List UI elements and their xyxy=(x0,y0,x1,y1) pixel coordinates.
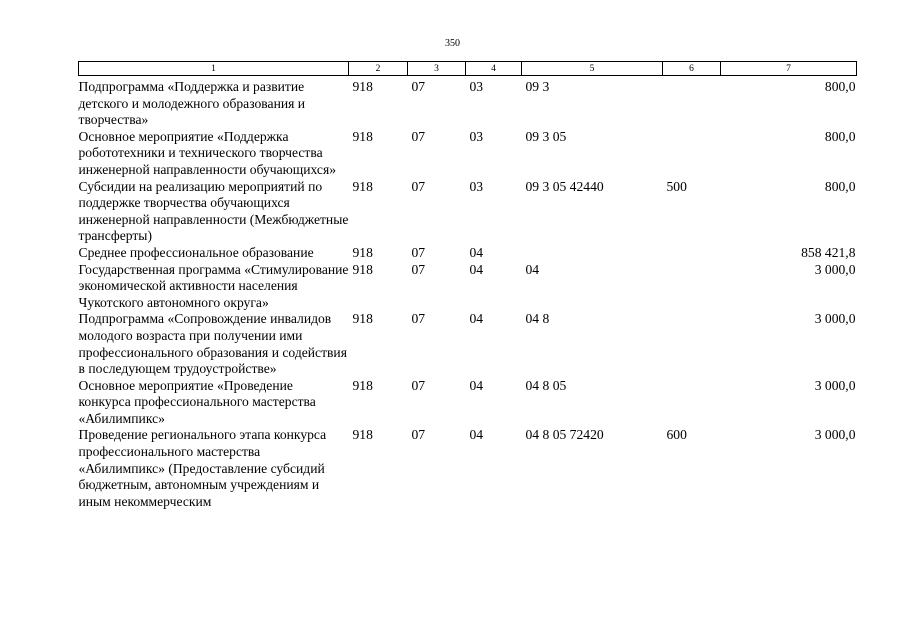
column-header: 7 xyxy=(721,62,857,76)
row-amount: 800,0 xyxy=(824,128,856,144)
column-header: 4 xyxy=(466,62,522,76)
row-code-ministry: 918 xyxy=(352,377,373,393)
row-name: Основное мероприятие «Проведение конкурса профессионального мастерства «Абилимпикс» xyxy=(78,377,316,426)
row-name: Субсидии на реализацию мероприятий по поддержке творчества обучающихся инженерной направленности (Межбюджетные трансферты) xyxy=(78,178,349,244)
row-code-target: 04 8 xyxy=(525,311,550,327)
row-code-subsection: 04 xyxy=(469,377,484,393)
row-name: Основное мероприятие «Поддержка робототехники и технического творчества инженерной направленности обучающихся» xyxy=(78,128,337,177)
row-code-expense-type xyxy=(663,378,721,428)
row-amount: 3 000,0 xyxy=(814,427,856,443)
row-code-target: 04 8 05 72420 xyxy=(525,427,604,443)
row-code-target xyxy=(522,245,663,262)
column-header: 1 xyxy=(79,62,349,76)
row-code-expense-type: 600 xyxy=(666,427,687,443)
row-code-section: 07 xyxy=(411,377,426,393)
row-code-target: 04 8 05 xyxy=(525,377,567,393)
row-amount: 800,0 xyxy=(824,178,856,194)
row-name: Проведение регионального этапа конкурса профессионального мастерства «Абилимпикс» (Предоставление субсидий бюджетным, автономным учреждениям и иным некоммерческим xyxy=(78,427,327,509)
row-code-ministry: 918 xyxy=(352,128,373,144)
row-code-section: 07 xyxy=(411,79,426,94)
row-code-subsection: 03 xyxy=(469,128,484,144)
row-amount: 800,0 xyxy=(824,79,856,94)
column-header: 6 xyxy=(663,62,721,76)
row-code-target: 04 xyxy=(525,261,540,277)
row-amount: 3 000,0 xyxy=(814,261,856,277)
row-code-expense-type xyxy=(663,245,721,262)
row-name: Государственная программа «Стимулирование экономической активности населения Чукотского автономного округа» xyxy=(78,261,349,310)
row-name: Подпрограмма «Сопровождение инвалидов молодого возраста при получении ими профессионального образования и содействия в последующем трудоустройстве» xyxy=(78,311,347,377)
row-code-subsection: 04 xyxy=(469,427,484,443)
row-code-ministry: 918 xyxy=(352,261,373,277)
table-row xyxy=(79,262,857,312)
row-code-subsection: 03 xyxy=(469,178,484,194)
table-row xyxy=(79,245,857,262)
column-header: 3 xyxy=(408,62,466,76)
column-header: 5 xyxy=(522,62,663,76)
row-code-ministry: 918 xyxy=(352,427,373,443)
row-code-ministry: 918 xyxy=(352,244,373,260)
row-code-expense-type xyxy=(663,262,721,312)
table-row xyxy=(79,378,857,428)
column-header: 2 xyxy=(349,62,408,76)
row-code-target: 09 3 xyxy=(525,79,550,94)
table-row xyxy=(79,311,857,377)
row-code-subsection: 03 xyxy=(469,79,484,94)
table-row xyxy=(79,179,857,245)
row-code-subsection: 04 xyxy=(469,261,484,277)
row-code-section: 07 xyxy=(411,244,426,260)
row-code-section: 07 xyxy=(411,311,426,327)
row-name: Среднее профессиональное образование xyxy=(78,244,314,260)
row-amount: 858 421,8 xyxy=(801,244,856,260)
budget-table xyxy=(78,61,857,510)
page-number: 350 xyxy=(445,38,460,49)
row-code-section: 07 xyxy=(411,128,426,144)
row-name: Подпрограмма «Поддержка и развитие детского и молодежного образования и творчества» xyxy=(78,79,306,128)
table-row xyxy=(79,76,857,129)
row-amount: 3 000,0 xyxy=(814,311,856,327)
table-row xyxy=(79,129,857,179)
row-code-expense-type: 500 xyxy=(666,178,687,194)
row-code-target: 09 3 05 42440 xyxy=(525,178,604,194)
row-code-expense-type xyxy=(663,311,721,377)
row-code-section: 07 xyxy=(411,427,426,443)
header-row xyxy=(79,62,857,76)
row-code-ministry: 918 xyxy=(352,311,373,327)
row-code-subsection: 04 xyxy=(469,311,484,327)
table-row xyxy=(79,427,857,510)
row-code-target: 09 3 05 xyxy=(525,128,567,144)
row-code-ministry: 918 xyxy=(352,79,373,94)
row-code-section: 07 xyxy=(411,261,426,277)
row-code-ministry: 918 xyxy=(352,178,373,194)
row-code-expense-type xyxy=(663,76,721,129)
row-amount: 3 000,0 xyxy=(814,377,856,393)
row-code-expense-type xyxy=(663,129,721,179)
row-code-section: 07 xyxy=(411,178,426,194)
row-code-subsection: 04 xyxy=(469,244,484,260)
